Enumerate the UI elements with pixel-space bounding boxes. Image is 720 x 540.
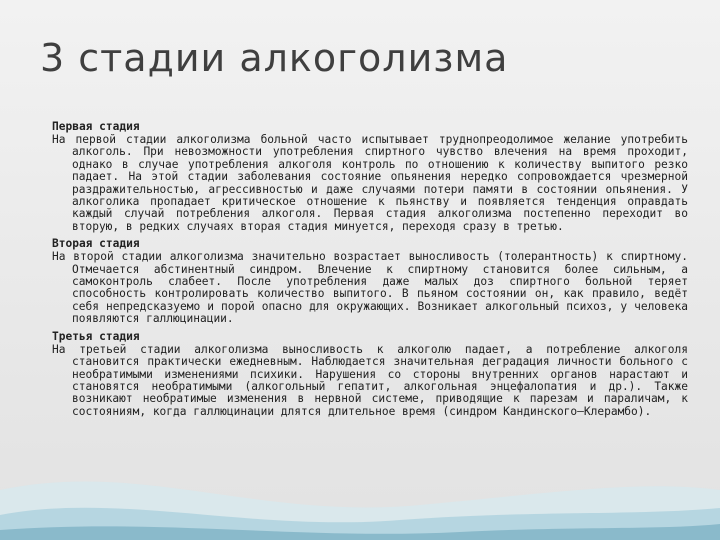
section-heading: Первая стадия xyxy=(52,120,140,133)
section-body: На третьей стадии алкоголизма выносливость к алкоголю падает, а потребление алкоголя становится практически ежедневным. Наблюдается значительная деградация личности больного с необратимыми изменениями психики. Нарушения со стороны внутренних органов нарастают и становятся необратимыми (алкогольный гепатит, алкогольная энцефалопатия и др.). Также возникают необратимые изменения в нервной системе, приводящие к парезам и параличам, к состояниям, когда галлюцинации длятся длительное время (синдром Кандинского–Клерамбо). xyxy=(52,342,688,418)
section-body: На первой стадии алкоголизма больной часто испытывает труднопреодолимое желание употребить алкоголь. При невозможности употребления спиртного чувство влечения на время проходит, однако в случае употребления алкоголя контроль по отношению к количеству выпитого резко падает. На этой стадии заболевания состояние опьянения нередко сопровождается чрезмерной раздражительностью, агрессивностью и даже случаями потери памяти в состоянии опьянения. У алкоголика пропадает критическое отношение к пьянству и появляется тенденция оправдать каждый случай потребления алкоголя. Первая стадия алкоголизма постепенно переходит во вторую, в редких случаях вторая стадия минуется, переходя сразу в третью. xyxy=(52,133,688,233)
section-heading: Вторая стадия xyxy=(52,237,140,251)
page-title: 3 стадии алкоголизма xyxy=(40,36,509,80)
decorative-wave xyxy=(0,420,720,540)
section-second-stage xyxy=(52,237,688,325)
slide-content xyxy=(52,120,688,422)
section-first-stage xyxy=(52,120,688,233)
section-body: На второй стадии алкоголизма значительно возрастает выносливость (толерантность) к спиртному. Отмечается абстинентный синдром. Влечение к спиртному становится более сильным, а самоконтроль слабеет. После употребления даже малых доз спиртного больной теряет способность контролировать количество выпитого. В пьяном состоянии он, как правило, ведёт себя непредсказуемо и порой опасно для окружающих. Возникает алкогольный психоз, у человека появляются галлюцинации. xyxy=(52,250,688,326)
section-third-stage xyxy=(52,330,688,418)
section-heading: Третья стадия xyxy=(52,329,140,343)
